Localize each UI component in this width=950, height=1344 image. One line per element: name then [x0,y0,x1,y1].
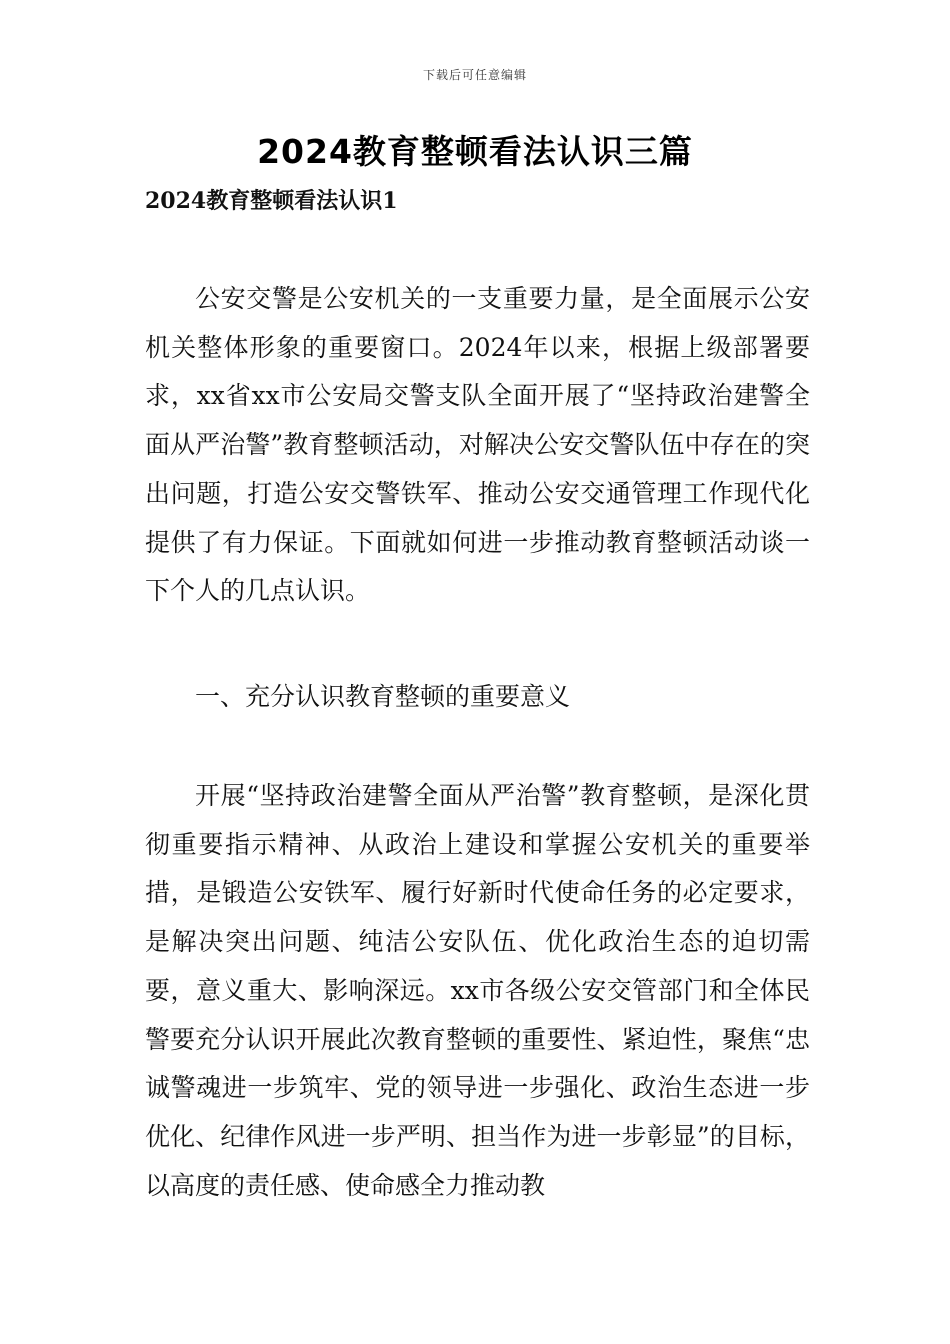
section-title: 2024教育整顿看法认识1 [145,188,398,214]
paragraph-2: 开展“坚持政治建警全面从严治警”教育整顿，是深化贯彻重要指示精神、从政治上建设和掌握公安机关的重要举措，是锻造公安铁军、履行好新时代使命任务的必定要求，是解决突出问题、纯洁公安队伍、优化政治生态的迫切需要，意义重大、影响深远。xx市各级公安交管部门和全体民警要充分认识开展此次教育整顿的重要性、紧迫性，聚焦“忠诚警魂进一步筑牢、党的领导进一步强化、政治生态进一步优化、纪律作风进一步严明、担当作为进一步彰显”的目标，以高度的责任感、使命感全力推动教 [145,781,810,1200]
paragraph-1: 公安交警是公安机关的一支重要力量，是全面展示公安机关整体形象的重要窗口。2024年以来，根据上级部署要求，xx省xx市公安局交警支队全面开展了“坚持政治建警全面从严治警”教育整顿活动，对解决公安交警队伍中存在的突出问题，打造公安交警铁军、推动公安交通管理工作现代化提供了有力保证。下面就如何进一步推动教育整顿活动谈一下个人的几点认识。 [145,284,810,606]
header-note: 下载后可任意编辑 [422,68,527,82]
heading-1: 一、充分认识教育整顿的重要意义 [195,682,571,711]
document-title: 2024教育整顿看法认识三篇 [257,132,693,171]
